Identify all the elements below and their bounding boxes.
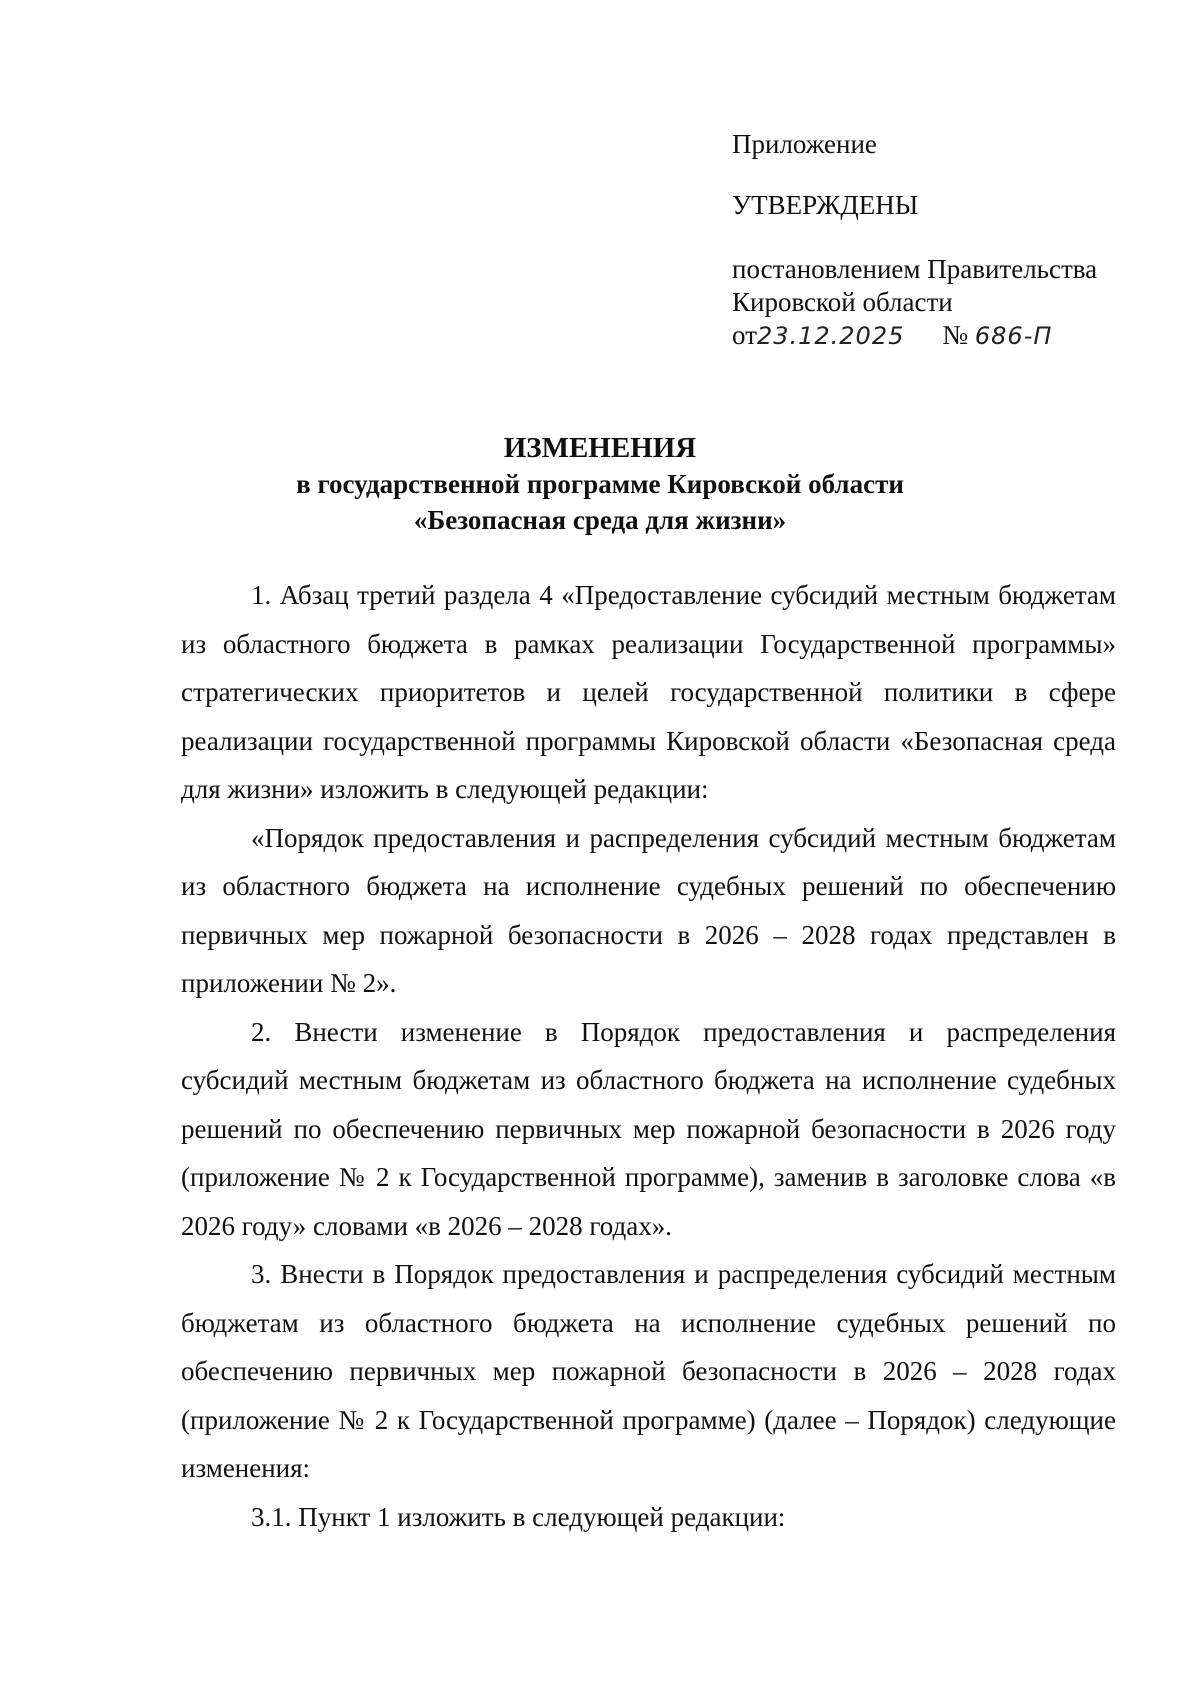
approved-label: УТВЕРЖДЕНЫ xyxy=(732,190,919,220)
approval-block xyxy=(732,128,1097,353)
title-main: ИЗМЕНЕНИЯ xyxy=(503,432,697,464)
date-prefix: от xyxy=(732,320,757,350)
decree-line-1: постановлением Правительства xyxy=(732,254,1098,284)
handwritten-date: 23.12.2025 xyxy=(756,322,905,350)
paragraph-3: 2. Внести изменение в Порядок предоставления и распределения субсидий местным бюджетам из областного бюджета на исполнение судебных решений по обеспечению первичных мер пожарной безопасности в 2026 году (приложение № 2 к Государственной программе), заменив в заголовке слова «в 2026 году» словами «в 2026 – 2028 годах». xyxy=(181,1016,1116,1241)
paragraph-2: «Порядок предоставления и распределения субсидий местным бюджетам из областного бюджета на исполнение судебных решений по обеспечению первичных мер пожарной безопасности в 2026 – 2028 годах представлен в приложении № 2». xyxy=(181,822,1116,998)
paragraph-1: 1. Абзац третий раздела 4 «Предоставление субсидий местным бюджетам из областного бюджета в рамках реализации Государственной программы» стратегических приоритетов и целей государственной политики в сфере реализации государственной программы Кировской области «Безопасная среда для жизни» изложить в следующей редакции: xyxy=(181,580,1116,804)
decree-date-number xyxy=(732,319,1097,353)
title-line-3: «Безопасная среда для жизни» xyxy=(413,505,787,535)
title-line-2: в государственной программе Кировской области xyxy=(296,469,904,499)
handwritten-number: 686-П xyxy=(974,322,1053,350)
paragraph-4: 3. Внести в Порядок предоставления и распределения субсидий местным бюджетам из областного бюджета на исполнение судебных решений по обеспечению первичных мер пожарной безопасности в 2026 – 2028 годах (приложение № 2 к Государственной программе) (далее – Порядок) следующие изменения: xyxy=(181,1259,1116,1483)
document-body xyxy=(181,571,1116,1541)
paragraph-5: 3.1. Пункт 1 изложить в следующей редакции: xyxy=(251,1501,786,1532)
appendix-label: Приложение xyxy=(732,129,877,159)
number-prefix: № xyxy=(942,320,969,350)
decree-line-2: Кировской области xyxy=(732,287,953,317)
document-title xyxy=(240,430,960,538)
